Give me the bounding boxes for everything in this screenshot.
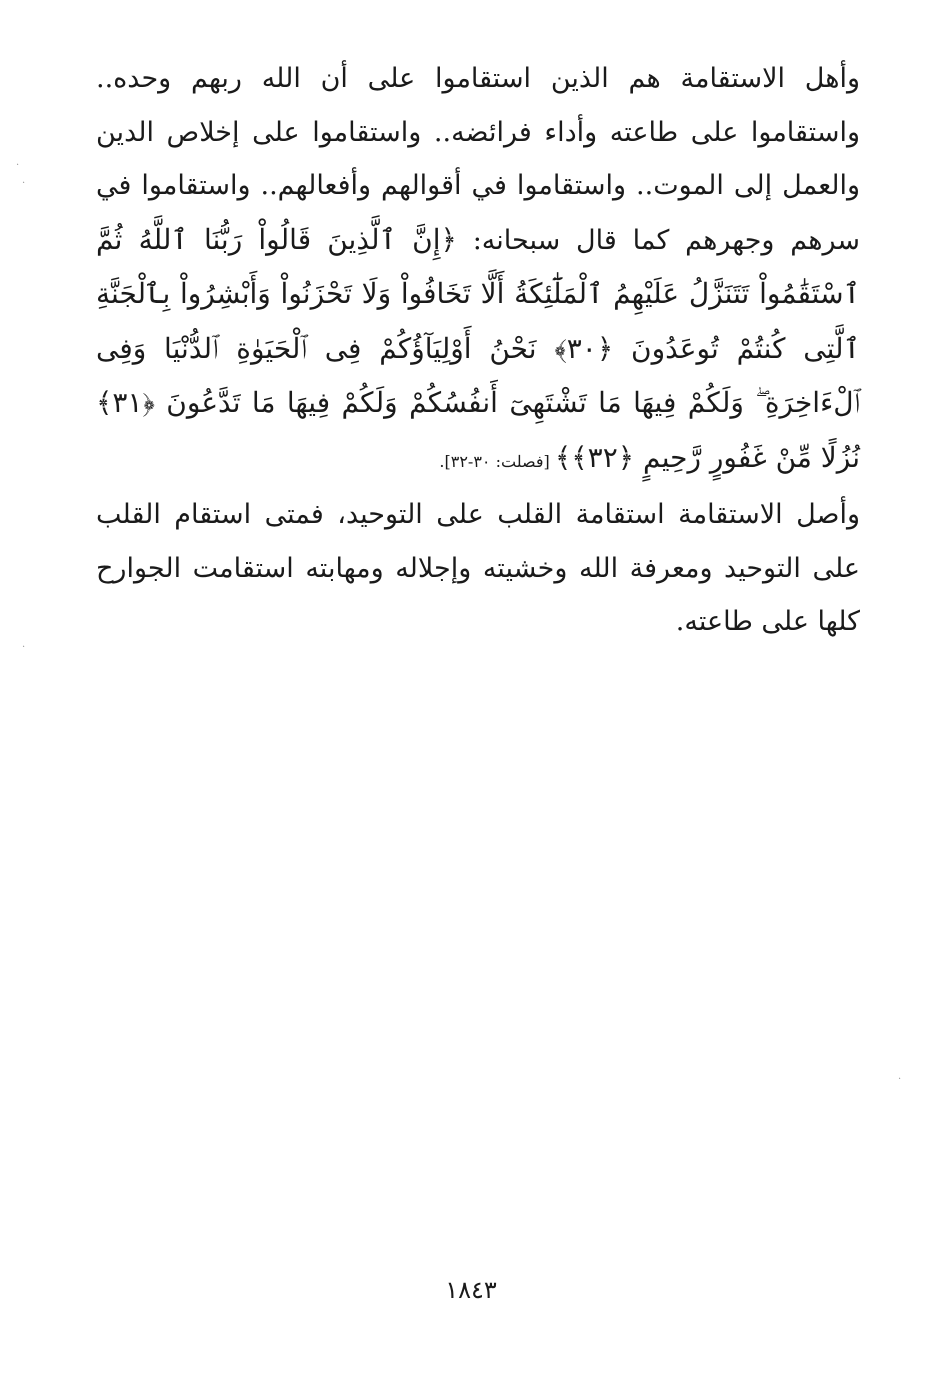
paragraph-1-intro: وأهل الاستقامة هم الذين استقاموا على أن الله ربهم وحده.. واستقاموا على طاعته وأداء فرائضه.. واستقاموا على إخلاص الدين والعمل إلى الموت.. واستقاموا في أقوالهم وأفعالهم.. واستقاموا في سرهم وجهرهم كما قال سبحانه:: [96, 63, 860, 256]
margin-mark: .: [16, 157, 20, 168]
margin-mark: .: [22, 175, 26, 186]
margin-mark: .: [22, 639, 26, 650]
margin-mark: .: [898, 1071, 902, 1082]
paragraph-1: [96, 52, 860, 488]
surah-citation: [فصلت: ٣٠-٣٢].: [439, 451, 555, 471]
quran-verse: ﴿إِنَّ ٱلَّذِينَ قَالُواْ رَبُّنَا ٱللَّهُ ثُمَّ ٱسْتَقَٰمُواْ تَتَنَزَّلُ عَلَيْهِمُ ٱلْمَلَٰٓئِكَةُ أَلَّا تَخَافُواْ وَلَا تَحْزَنُواْ وَأَبْشِرُواْ بِٱلْجَنَّةِ ٱلَّتِى كُنتُمْ تُوعَدُونَ ﴿٣٠﴾ نَحْنُ أَوْلِيَآؤُكُمْ فِى ٱلْحَيَوٰةِ ٱلدُّنْيَا وَفِى ٱلْءَاخِرَةِ ۖ وَلَكُمْ فِيهَا مَا تَشْتَهِىٓ أَنفُسُكُمْ وَلَكُمْ فِيهَا مَا تَدَّعُونَ ﴿٣١﴾ نُزُلًا مِّنْ غَفُورٍ رَّحِيمٍ ﴿٣٢﴾﴾: [96, 222, 860, 474]
page-number: ١٨٤٣: [445, 1276, 497, 1304]
paragraph-2: وأصل الاستقامة استقامة القلب على التوحيد، فمتى استقام القلب على التوحيد ومعرفة الله وخشيته وإجلاله ومهابته استقامت الجوارح كلها على طاعته.: [96, 499, 860, 637]
main-text: [96, 52, 860, 649]
